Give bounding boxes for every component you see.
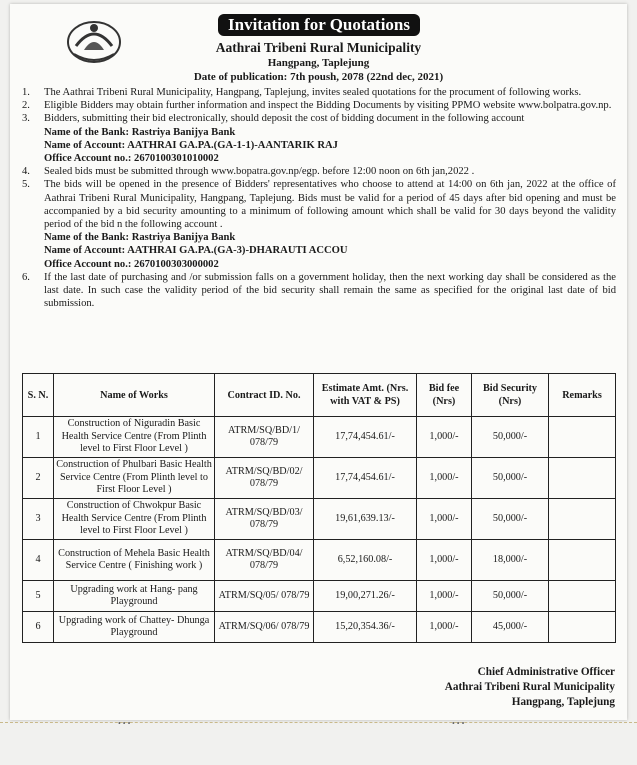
cell-security: 50,000/-: [472, 499, 549, 540]
cell-sn: 4: [23, 540, 54, 581]
cell-contract: ATRM/SQ/06/ 078/79: [215, 612, 314, 643]
cell-security: 45,000/-: [472, 612, 549, 643]
cell-contract: ATRM/SQ/BD/04/ 078/79: [215, 540, 314, 581]
header-works: Name of Works: [54, 374, 215, 417]
table-row: [23, 612, 616, 643]
organization-name: Aathrai Tribeni Rural Municipality: [215, 40, 422, 55]
cell-fee: 1,000/-: [417, 499, 472, 540]
signatory-title: Chief Administrative Officer: [477, 666, 615, 678]
cell-works: Construction of Niguradin Basic Health Service Centre (From Plinth level to First Floor Level ): [54, 417, 215, 458]
cell-sn: 1: [23, 417, 54, 458]
table-row: [23, 499, 616, 540]
cell-estimate: 6,52,160.08/-: [314, 540, 417, 581]
cell-remarks: [549, 612, 616, 643]
cell-remarks: [549, 499, 616, 540]
cell-sn: 6: [23, 612, 54, 643]
cell-fee: 1,000/-: [417, 581, 472, 612]
table-row: [23, 581, 616, 612]
cell-estimate: 19,00,271.26/-: [314, 581, 417, 612]
cell-sn: 5: [23, 581, 54, 612]
header-fee: Bid fee (Nrs): [417, 374, 472, 417]
cell-remarks: [549, 581, 616, 612]
clause-2: 2. Eligible Bidders may obtain further information and inspect the Bidding Documents by visiting PPMO website www.bolpatra.gov.np.: [22, 100, 612, 112]
cell-contract: ATRM/SQ/BD/03/ 078/79: [215, 499, 314, 540]
signature-block: [445, 665, 615, 710]
account-name-1: Name of Account: AATHRAI GA.PA.(GA-1-1)-AANTARIK RAJ: [44, 139, 338, 151]
bank-name-1: Name of the Bank: Rastriya Banijya Bank: [44, 126, 236, 138]
cell-fee: 1,000/-: [417, 417, 472, 458]
works-table: [22, 373, 616, 643]
bank-name-2: Name of the Bank: Rastriya Banijya Bank: [44, 232, 236, 244]
cell-security: 50,000/-: [472, 417, 549, 458]
table-row: [23, 417, 616, 458]
cell-security: 18,000/-: [472, 540, 549, 581]
clause-6: 6. If the last date of purchasing and /or submission falls on a government holiday, then the next working day shall be considered as the last date. In such case the validity period of the bid security shall remain the same as specified for the original last date of bid submission.: [22, 271, 616, 310]
clause-4: 4. Sealed bids must be submitted through www.bopatra.gov.np/egp. before 12:00 noon on 6th jan,2022 .: [22, 166, 475, 178]
clause-3: 3. Bidders, submitting their bid electronically, should deposit the cost of bidding document in the following account: [22, 113, 525, 125]
clause-5: 5. The bids will be opened in the presence of Bidders' representatives who choose to attend at 14:00 on 6th jan, 2022 at the office of Aathrai Tribeni Rural Municipality, Hangpang, Taplejung. Bids must be valid for a period of 45 days after bid opening and must be accompanied by a bid security amounting to a minimum of following amount which shall be valid for 30 days beyond the validity period of the bid n the following account .: [22, 179, 616, 231]
cell-works: Upgrading work of Chattey- Dhunga Playground: [54, 612, 215, 643]
cell-security: 50,000/-: [472, 458, 549, 499]
cell-contract: ATRM/SQ/BD/1/ 078/79: [215, 417, 314, 458]
cell-estimate: 19,61,639.13/-: [314, 499, 417, 540]
publication-date: Date of publication: 7th poush, 2078 (22nd dec, 2021): [193, 71, 444, 83]
cell-fee: 1,000/-: [417, 458, 472, 499]
header-sn: S. N.: [23, 374, 54, 417]
cell-works: Construction of Phulbari Basic Health Service Centre (From Plinth level to First Floor Level ): [54, 458, 215, 499]
notice-body: [20, 86, 616, 310]
account-name-2: Name of Account: AATHRAI GA.PA.(GA-3)-DHARAUTI ACCOU: [44, 245, 348, 257]
table-row: [23, 540, 616, 581]
cell-fee: 1,000/-: [417, 540, 472, 581]
organization-place: Hangpang, Taplejung: [267, 57, 370, 69]
notice-title: Invitation for Quotations: [218, 14, 420, 36]
table-header-row: [23, 374, 616, 417]
header-estimate: Estimate Amt. (Nrs. with VAT & PS): [314, 374, 417, 417]
cell-works: Construction of Mehela Basic Health Service Centre ( Finishing work ): [54, 540, 215, 581]
cell-sn: 2: [23, 458, 54, 499]
office-account-2: Office Account no.: 2670100303000002: [44, 258, 219, 270]
cell-estimate: 15,20,354.36/-: [314, 612, 417, 643]
signatory-place: Hangpang, Taplejung: [511, 696, 615, 708]
cell-contract: ATRM/SQ/BD/02/ 078/79: [215, 458, 314, 499]
signatory-org: Aathrai Tribeni Rural Municipality: [444, 681, 615, 693]
cell-contract: ATRM/SQ/05/ 078/79: [215, 581, 314, 612]
cell-estimate: 17,74,454.61/-: [314, 458, 417, 499]
cell-works: Upgrading work at Hang- pang Playground: [54, 581, 215, 612]
cell-fee: 1,000/-: [417, 612, 472, 643]
header-contract: Contract ID. No.: [215, 374, 314, 417]
clause-1: 1. The Aathrai Tribeni Rural Municipality, Hangpang, Taplejung, invites sealed quotations for the procument of following works.: [22, 87, 582, 98]
cell-remarks: [549, 417, 616, 458]
cell-sn: 3: [23, 499, 54, 540]
cell-estimate: 17,74,454.61/-: [314, 417, 417, 458]
office-account-1: Office Account no.: 2670100301010002: [44, 153, 219, 165]
header-remarks: Remarks: [549, 374, 616, 417]
cell-works: Construction of Chwokpur Basic Health Service Centre (From Plinth level to First Floor Level ): [54, 499, 215, 540]
table-row: [23, 458, 616, 499]
cell-remarks: [549, 540, 616, 581]
cell-security: 50,000/-: [472, 581, 549, 612]
cell-remarks: [549, 458, 616, 499]
page-divider: • • • • • •: [0, 722, 637, 739]
header-security: Bid Security (Nrs): [472, 374, 549, 417]
